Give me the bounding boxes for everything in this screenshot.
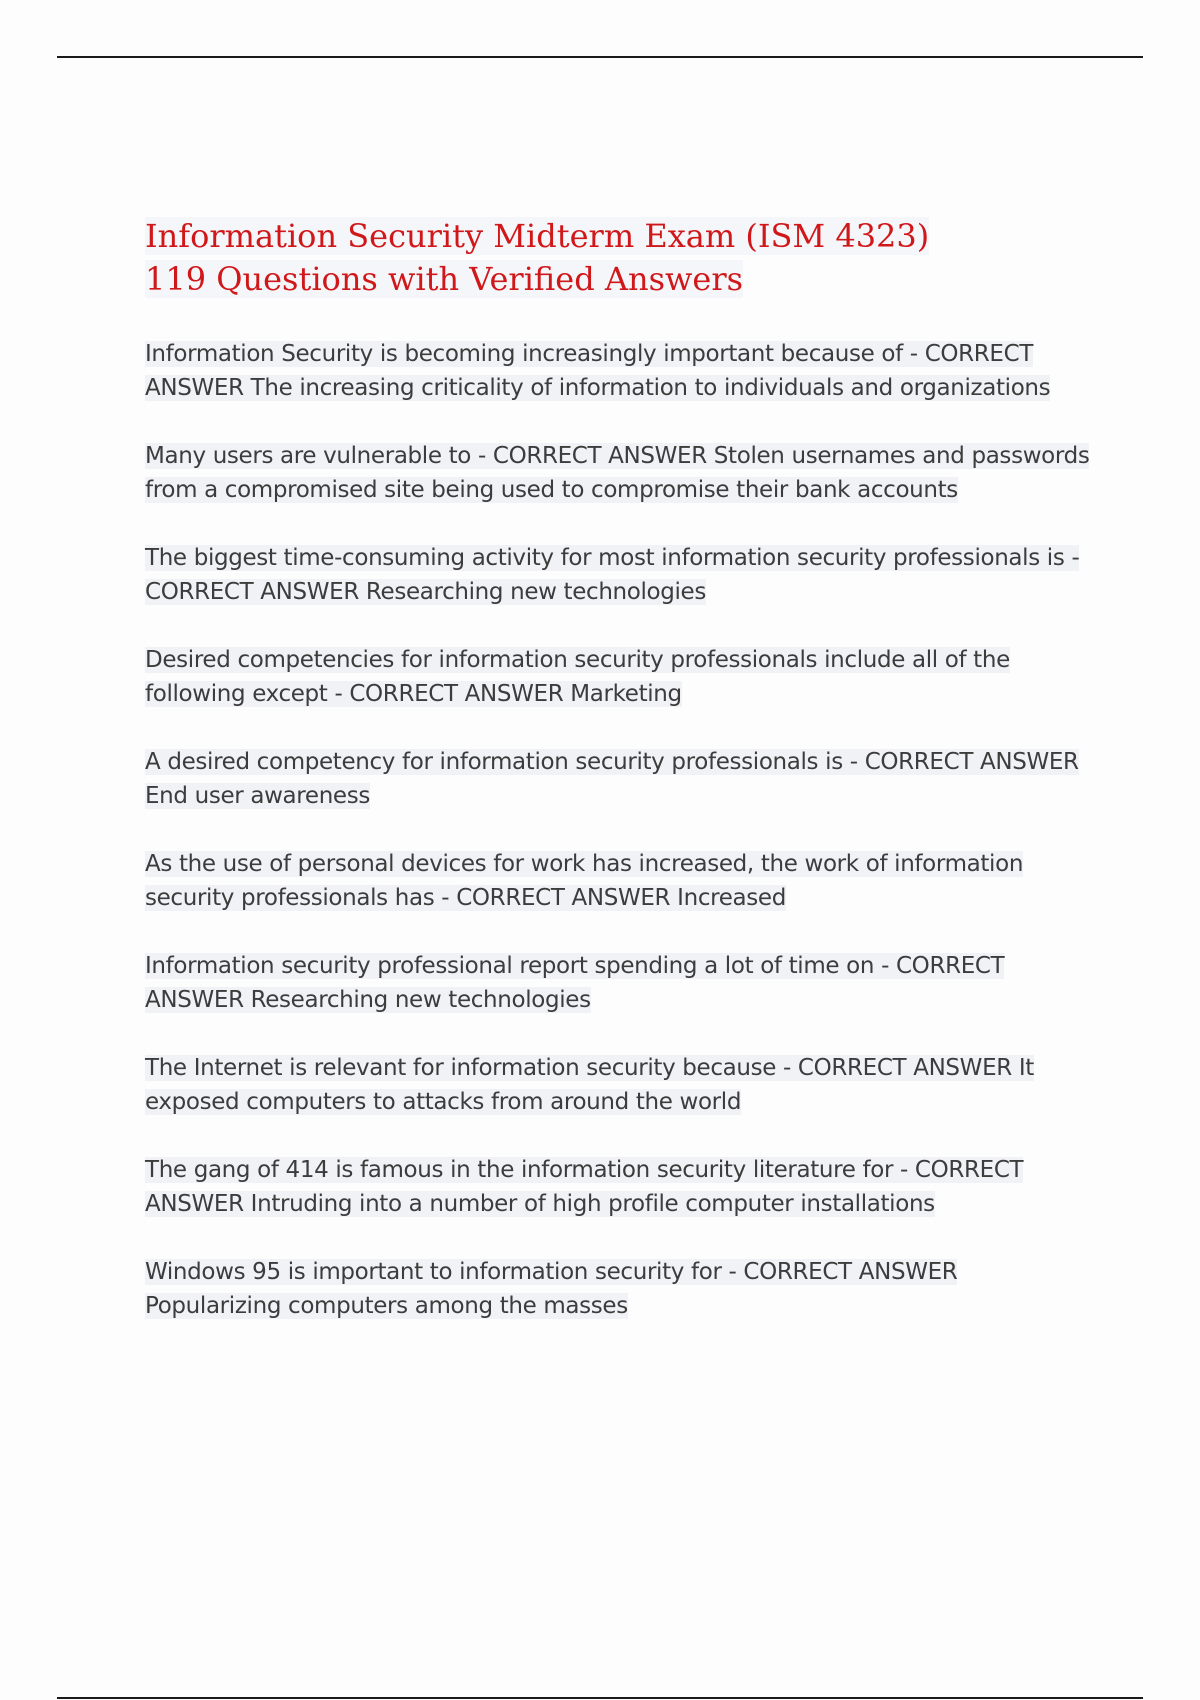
qa-item (145, 1051, 1095, 1119)
qa-item (145, 1153, 1095, 1221)
qa-item (145, 439, 1095, 507)
qa-item-text: Windows 95 is important to information security for - CORRECT ANSWER Popularizing computers among the masses (145, 1259, 958, 1319)
qa-item (145, 847, 1095, 915)
qa-item (145, 1255, 1095, 1323)
qa-item (145, 949, 1095, 1017)
qa-item (145, 643, 1095, 711)
qa-item-text: Information Security is becoming increasingly important because of - CORRECT ANSWER The increasing criticality of information to individuals and organizations (145, 341, 1051, 401)
qa-item-text: As the use of personal devices for work has increased, the work of information security professionals has - CORRECT ANSWER Increased (145, 851, 1024, 911)
qa-item-text: A desired competency for information security professionals is - CORRECT ANSWER End user awareness (145, 749, 1079, 809)
document-title-text: Information Security Midterm Exam (ISM 4323) 119 Questions with Verified Answers (145, 217, 930, 298)
qa-item (145, 337, 1095, 405)
question-answer-list (145, 337, 1095, 1323)
qa-item (145, 541, 1095, 609)
top-rule (57, 56, 1143, 58)
page-content (145, 215, 1095, 1357)
bottom-rule (57, 1697, 1143, 1699)
qa-item-text: Many users are vulnerable to - CORRECT ANSWER Stolen usernames and passwords from a compromised site being used to compromise their bank accounts (145, 443, 1090, 503)
qa-item-text: The Internet is relevant for information security because - CORRECT ANSWER It exposed computers to attacks from around the world (145, 1055, 1034, 1115)
qa-item-text: The biggest time-consuming activity for most information security professionals is - CORRECT ANSWER Researching new technologies (145, 545, 1080, 605)
qa-item-text: The gang of 414 is famous in the information security literature for - CORRECT ANSWER Intruding into a number of high profile computer installations (145, 1157, 1024, 1217)
qa-item (145, 745, 1095, 813)
qa-item-text: Desired competencies for information security professionals include all of the following except - CORRECT ANSWER Marketing (145, 647, 1010, 707)
qa-item-text: Information security professional report spending a lot of time on - CORRECT ANSWER Researching new technologies (145, 953, 1005, 1013)
document-title (145, 215, 965, 301)
